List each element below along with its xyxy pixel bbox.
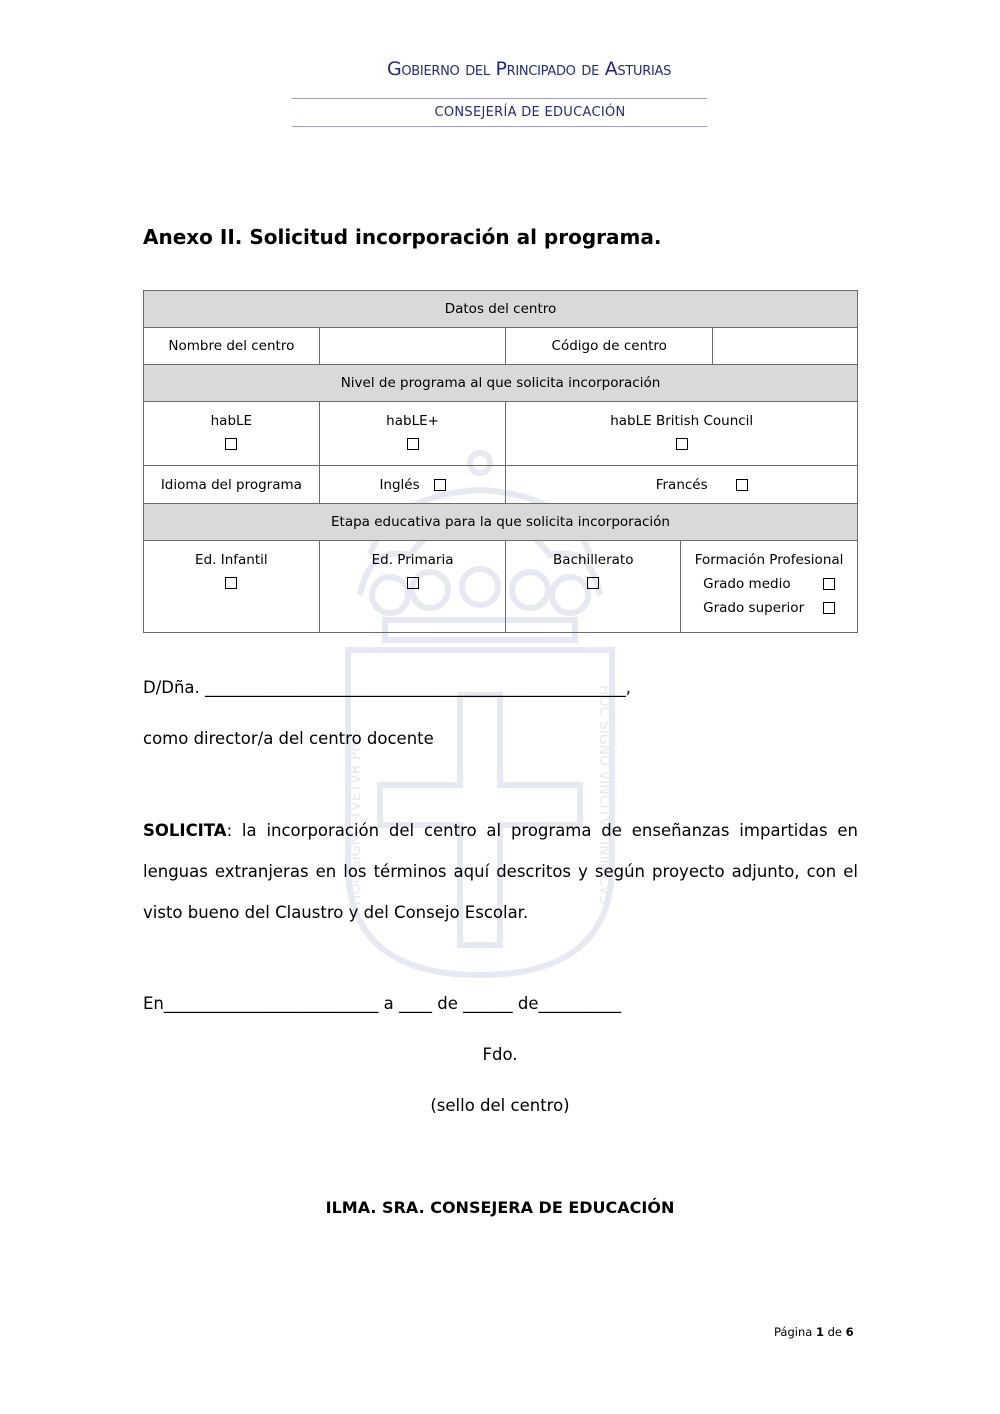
nivel-hable-cell [144,402,320,466]
etapa-primaria-cell [319,541,506,633]
svg-text:HOC SIGNO TVETVR PIVS: HOC SIGNO TVETVR PIVS [348,729,364,905]
etapa-bachillerato-label: Bachillerato [553,552,634,568]
idioma-ingles-cell [319,466,506,504]
etapa-infantil-checkbox[interactable] [225,577,237,589]
section-nivel-programa: Nivel de programa al que solicita incorporación [144,365,858,402]
idioma-ingles-checkbox[interactable] [434,479,446,491]
solicita-keyword: SOLICITA [143,821,227,840]
fp-grado-medio-label: Grado medio [703,576,791,592]
etapa-bachillerato-cell [506,541,681,633]
etapa-primaria-label: Ed. Primaria [371,552,454,568]
solicita-paragraph [143,810,858,933]
nombre-centro-field[interactable] [319,328,506,365]
etapa-fp-label: Formación Profesional [694,552,844,568]
codigo-centro-field[interactable] [713,328,858,365]
fp-grado-superior-row [681,600,857,616]
director-line: como director/a del centro docente [143,729,434,748]
etapa-fp-cell [681,541,858,633]
section-etapa-educativa: Etapa educativa para la que solicita incorporación [144,504,858,541]
etapa-primaria-checkbox[interactable] [407,577,419,589]
etapa-infantil-cell [144,541,320,633]
idioma-frances-checkbox[interactable] [736,479,748,491]
date-place-line: En__________________________ a ____ de ______ de__________ [143,994,621,1013]
document-title: Anexo II. Solicitud incorporación al programa. [143,225,662,249]
idioma-label: Idioma del programa [144,466,320,504]
header-rule-bottom [292,126,707,127]
idioma-ingles-label: Inglés [379,476,420,493]
page-number [774,1325,854,1339]
idioma-frances-cell [506,466,858,504]
svg-text:HOC SIGNO VINCITVR INIMICVS: HOC SIGNO VINCITVR INIMICVS [596,685,612,905]
fp-grado-superior-label: Grado superior [703,600,805,616]
etapa-infantil-label: Ed. Infantil [195,552,268,568]
nivel-hable-label: habLE [210,413,253,429]
nivel-british-council-label: habLE British Council [610,413,754,429]
fp-grado-medio-checkbox[interactable] [823,578,835,590]
nombre-centro-label: Nombre del centro [144,328,320,365]
fp-grado-superior-checkbox[interactable] [823,602,835,614]
nivel-british-council-checkbox[interactable] [676,438,688,450]
nivel-hable-checkbox[interactable] [225,438,237,450]
nivel-british-council-cell [506,402,858,466]
header-title: Gobierno del Principado de Asturias [386,58,672,80]
header-subtitle: CONSEJERÍA DE EDUCACIÓN [434,105,626,120]
header-rule-top [292,98,707,99]
fp-grado-medio-row [681,576,857,592]
nivel-hableplus-label: habLE+ [386,413,439,429]
codigo-centro-label: Código de centro [506,328,713,365]
signature-label: Fdo. [482,1045,518,1064]
page-current: 1 [815,1325,824,1339]
idioma-frances-label: Francés [655,476,708,493]
page-total: 6 [845,1325,854,1339]
application-form-table [143,290,858,633]
solicita-text: : la incorporación del centro al programa de enseñanzas impartidas en lenguas extranjeras en los términos aquí descritos y según proyecto adjunto, con el visto bueno del Claustro y del Consejo Escolar. [143,821,858,922]
etapa-bachillerato-checkbox[interactable] [587,577,599,589]
section-datos-centro: Datos del centro [144,291,858,328]
page-word: Página [774,1325,813,1339]
recipient-line: ILMA. SRA. CONSEJERA DE EDUCACIÓN [325,1198,675,1217]
stamp-label: (sello del centro) [430,1096,570,1115]
nivel-hableplus-checkbox[interactable] [407,438,419,450]
applicant-name-line: D/Dña. ___________________________________________________, [143,678,632,697]
page-of-word: de [827,1325,842,1339]
nivel-hableplus-cell [319,402,506,466]
